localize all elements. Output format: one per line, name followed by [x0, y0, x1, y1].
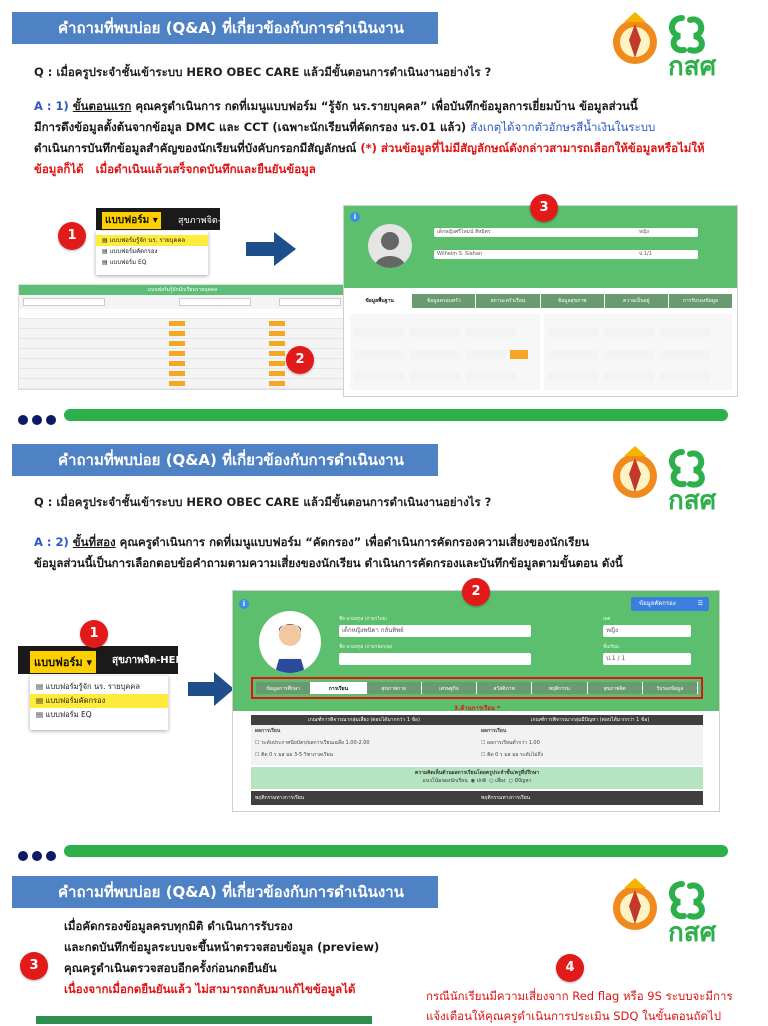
separator-bar-1: [64, 409, 728, 421]
row-action-button[interactable]: [269, 361, 285, 366]
teacher-opinion-row: [251, 767, 703, 789]
step-marker-2-1: 1: [80, 620, 108, 648]
form-dropdown-2: [30, 676, 168, 730]
problem-item[interactable]: ☐ ติด 0 ร มส มผ ระดับไม่ถึง: [481, 752, 544, 758]
row-action-button[interactable]: [269, 351, 285, 356]
form-input[interactable]: [548, 328, 598, 337]
form-dropdown-1: [96, 231, 208, 275]
form-input[interactable]: [660, 328, 710, 337]
filter-input[interactable]: [23, 298, 105, 306]
gender-field-2[interactable]: หญิง: [603, 625, 691, 637]
student-avatar-icon: [259, 611, 321, 673]
tab-learning[interactable]: การเรียน: [311, 682, 366, 694]
panel-title: 3.ด้านการเรียน *: [453, 705, 501, 712]
filter-input[interactable]: [279, 298, 341, 306]
logo-text: กสศ: [668, 52, 717, 82]
table-title-1: แบบฟอร์มรู้จักนักเรียนรายบุคคล: [19, 285, 346, 295]
a2-step: ขั้นที่สอง: [72, 535, 116, 549]
tab-family[interactable]: ข้อมูลครอบครัว: [412, 294, 476, 308]
form-input[interactable]: [660, 350, 710, 359]
avatar: [368, 224, 412, 268]
row-action-button[interactable]: [269, 381, 285, 386]
behavior-header-right: พฤติกรรมทางการเรียน: [481, 795, 531, 801]
risk-item[interactable]: ☐ ติด 0 ร มส มผ 3-5 วิชาภาคเรียน: [255, 752, 333, 758]
a2-prefix: A : 2): [34, 535, 69, 549]
form-input[interactable]: [548, 350, 598, 359]
s3-line2: และกดบันทึกข้อมูลระบบจะขึ้นหน้าตรวจสอบข้อมูล (preview): [64, 940, 380, 954]
problem-item[interactable]: ☐ ผลการเรียนต่ำกว่า 1.00: [481, 740, 540, 746]
opinion-question: ความคิดเห็นด้านผลการเรียนโดยครูประจำชั้น/ครูที่ปรึกษา: [414, 770, 540, 776]
radio-problem[interactable]: ○ มีปัญหา: [508, 778, 532, 784]
s3-line3: คุณครูดำเนินตรวจสอบอีกครั้งก่อนกดยืนยัน: [64, 961, 277, 975]
chevron-down-icon: ▾: [86, 656, 92, 669]
right-sub-header: ผลการเรียน: [481, 728, 507, 734]
answer-1-line4: [34, 159, 734, 180]
row-action-button[interactable]: [169, 351, 185, 356]
tab-living[interactable]: ความเป็นอยู่: [605, 294, 669, 308]
thai-name-field-2[interactable]: เด็กหญิงพนิดา กลั่นทิพย์: [339, 625, 531, 637]
a1-line4-tail: เมื่อดำเนินแล้วเสร็จกดบันทึกและยืนยันข้อมูล: [95, 162, 316, 176]
step-marker-3: 3: [530, 194, 558, 222]
row-action-button[interactable]: [169, 371, 185, 376]
option-label: ปกติ: [476, 778, 487, 784]
s3-red-line: เนื่องจากเมื่อกดยืนยันแล้ว ไม่สามารถกลับมาแก้ไขข้อมูลได้: [64, 982, 356, 996]
menu-item-individual-1[interactable]: ▤ แบบฟอร์มรู้จัก นร. รายบุคคล: [96, 235, 208, 246]
separator-dots-2: [18, 846, 60, 865]
problem-item-label: ติด 0 ร มส มผ ระดับไม่ถึง: [487, 752, 544, 758]
menu-item-label: แบบฟอร์ม EQ: [45, 710, 92, 719]
gender-label: เพศ: [603, 617, 611, 622]
filter-input[interactable]: [179, 298, 251, 306]
screening-form-screenshot: [232, 590, 720, 812]
form-input[interactable]: [354, 372, 404, 381]
table-row: [19, 329, 346, 339]
question-1: Q : เมื่อครูประจำชั้นเข้าระบบ HERO OBEC CARE แล้วมีขั้นตอนการดำเนินงานอย่างไร ?: [34, 65, 492, 79]
a1-line3: ดำเนินการบันทึกข้อมูลสำคัญของนักเรียนที่บังคับกรอกมีสัญลักษณ์: [34, 141, 357, 155]
radio-normal[interactable]: ◉ ปกติ: [470, 778, 487, 784]
tab-basic-info[interactable]: ข้อมูลพื้นฐาน: [348, 294, 412, 308]
form-input[interactable]: [466, 350, 506, 359]
opinion-options: [251, 777, 703, 785]
thai-name-field-1[interactable]: เด็กหญิงศรีไหมน์ สีหมิตร: [434, 228, 644, 237]
risk-item-label: ติด 0 ร มส มผ 3-5 วิชาภาคเรียน: [261, 752, 333, 758]
step-marker-2-2: 2: [462, 578, 490, 606]
form-input[interactable]: [604, 328, 654, 337]
a2-line2: ข้อมูลส่วนนี้เป็นการเลือกตอบข้อคำถามตามความเสี่ยงของนักเรียน ดำเนินการคัดกรองและบันทึกข้อมูลตามขั้นตอน ดังนี้: [34, 556, 623, 570]
criteria-header-row: [251, 715, 703, 725]
risk-criteria-header: เกณฑ์การพิจารณากลุ่มเสี่ยง (ตอบได้มากกว่า 1 ข้อ): [308, 717, 420, 723]
screening-data-button[interactable]: [631, 597, 709, 611]
table-filters: [19, 295, 346, 305]
tab-physical-health[interactable]: สุขภาพกาย: [367, 682, 422, 694]
obec-logo-2: [610, 438, 760, 516]
problem-criteria-header: เกณฑ์การพิจารณากลุ่มมีปัญหา (ตอบได้มากกว่า 1 ข้อ): [530, 717, 650, 723]
tab-mental-health[interactable]: สุขภาพจิต: [588, 682, 643, 694]
form-input[interactable]: [410, 350, 460, 359]
nav-bar-2: [18, 646, 184, 674]
answer-1-line3: [34, 138, 734, 159]
s3-line1: เมื่อคัดกรองข้อมูลครบทุกมิติ ดำเนินการรับรอง: [64, 919, 293, 933]
lookup-button[interactable]: [510, 350, 528, 359]
form-tabs-1: [348, 294, 733, 308]
step-marker-3-3: 3: [20, 952, 48, 980]
student-table-1: [18, 284, 347, 390]
left-sub-header: ผลการเรียน: [255, 728, 281, 734]
form-input[interactable]: [410, 372, 460, 381]
form-right-panel: [544, 314, 732, 390]
section2-banner: คำถามที่พบบ่อย (Q&A) ที่เกี่ยวข้องกับการดำเนินงาน: [12, 444, 438, 476]
problem-item-label: ผลการเรียนต่ำกว่า 1.00: [487, 740, 540, 746]
answer-2: [34, 532, 734, 574]
table-row: [19, 319, 346, 329]
option-label: เสี่ยง: [495, 778, 506, 784]
row-action-button[interactable]: [169, 341, 185, 346]
row-action-button[interactable]: [169, 361, 185, 366]
thai-name-label: ชื่อ-นามสกุล (ภาษาไทย): [339, 617, 387, 622]
form-input[interactable]: [660, 372, 710, 381]
a1-line2: มีการดึงข้อมูลตั้งต้นจากข้อมูล DMC และ CCT (เฉพาะนักเรียนที่คัดกรอง นร.01 แล้ว): [34, 120, 467, 134]
risk-item[interactable]: ☐ ระดับประกาศนียบัตร/ผลการเรียนเฉลี่ย 1.00-2.00: [255, 740, 370, 746]
class-field-2[interactable]: ป.1 / 1: [603, 653, 691, 665]
form-menu-label-1: แบบฟอร์ม: [105, 215, 150, 226]
menu-item-label: แบบฟอร์มรู้จัก นร. รายบุคคล: [109, 237, 186, 244]
mental-health-menu-2[interactable]: สุขภาพจิต-HER: [112, 655, 184, 666]
a1-note: สังเกตุได้จากตัวอักษรสีน้ำเงินในระบบ: [470, 120, 656, 134]
tab-welfare[interactable]: สวัสดิภาพ: [477, 682, 532, 694]
tab-behavior[interactable]: พฤติกรรม: [532, 682, 587, 694]
menu-icon: ☰: [697, 600, 703, 607]
menu-item-label: แบบฟอร์มคัดกรอง: [109, 248, 158, 255]
tab-certify[interactable]: การรับรองข้อมูล: [669, 294, 733, 308]
menu-item-label: แบบฟอร์ม EQ: [109, 259, 147, 266]
tab-certify[interactable]: รับรองข้อมูล: [643, 682, 698, 694]
form-left-panel: [350, 314, 540, 390]
a1-prefix: A : 1): [34, 99, 69, 113]
form-input[interactable]: [604, 372, 654, 381]
section3-banner: คำถามที่พบบ่อย (Q&A) ที่เกี่ยวข้องกับการดำเนินงาน: [12, 876, 438, 908]
answer-1-line1: [34, 96, 734, 117]
question-2: Q : เมื่อครูประจำชั้นเข้าระบบ HERO OBEC CARE แล้วมีขั้นตอนการดำเนินงานอย่างไร ?: [34, 495, 492, 509]
english-name-label: ชื่อ-นามสกุล (ภาษาอังกฤษ): [339, 645, 393, 650]
menu-item-label: แบบฟอร์มคัดกรอง: [45, 696, 106, 705]
step-marker-3-4: 4: [556, 954, 584, 982]
a1-line1: คุณครูดำเนินการ กดที่เมนูแบบฟอร์ม “รู้จัก นร.รายบุคคล” เพื่อบันทึกข้อมูลการเยี่ยมบ้าน ข้อมูลส่วนนี้: [135, 99, 638, 113]
row-action-button[interactable]: [169, 321, 185, 326]
table-header-row: [19, 309, 346, 319]
menu-item-screening-2[interactable]: ▤ แบบฟอร์มคัดกรอง: [30, 694, 168, 708]
nav-bar-1: [96, 208, 237, 230]
section3-right-text: [426, 986, 766, 1026]
screening-tabs: [251, 677, 703, 699]
preview-strip: [36, 1016, 372, 1024]
form-menu-button-2[interactable]: [30, 651, 96, 673]
s3-right-line1: กรณีนักเรียนมีความเสี่ยงจาก Red flag หรือ 9S ระบบจะมีการ: [426, 989, 733, 1003]
logo-text: กสศ: [668, 918, 717, 948]
criteria-body: [251, 725, 703, 765]
a1-line3-red: (*) ส่วนข้อมูลที่ไม่มีสัญลักษณ์ดังกล่าวสามารถเลือกให้ข้อมูลหรือไม่ให้: [360, 141, 705, 155]
info-icon: i: [239, 599, 249, 609]
arrow-right-icon: [246, 232, 296, 266]
tab-household[interactable]: สถานะครัวเรือน: [476, 294, 540, 308]
row-action-button[interactable]: [269, 371, 285, 376]
form-menu-button-1[interactable]: [102, 212, 161, 229]
form-menu-label-2: แบบฟอร์ม: [34, 656, 83, 669]
row-action-button[interactable]: [169, 381, 185, 386]
step-marker-2: 2: [286, 346, 314, 374]
menu-item-eq-2[interactable]: ▤ แบบฟอร์ม EQ: [36, 710, 92, 719]
menu-item-label: แบบฟอร์มรู้จัก นร. รายบุคคล: [45, 682, 140, 691]
a2-line1: คุณครูดำเนินการ กดที่เมนูแบบฟอร์ม “คัดกรอง” เพื่อดำเนินการคัดกรองความเสี่ยงของนักเรียน: [119, 535, 590, 549]
table-row: [19, 379, 346, 389]
mental-health-menu-1[interactable]: สุขภาพจิต-HEI: [178, 216, 237, 226]
student-form-screenshot-1: [343, 205, 738, 397]
answer-2-line1: [34, 532, 734, 553]
screening-data-label: ข้อมูลคัดกรอง: [639, 600, 676, 607]
separator-bar-2: [64, 845, 728, 857]
row-action-button[interactable]: [269, 341, 285, 346]
form-input[interactable]: [354, 328, 404, 337]
menu-item-screening-1[interactable]: ▤ แบบฟอร์มคัดกรอง: [102, 248, 158, 255]
row-action-button[interactable]: [169, 331, 185, 336]
radio-risk[interactable]: ○ เสี่ยง: [489, 778, 506, 784]
answer-1-line2: [34, 117, 734, 138]
menu-item-eq-1[interactable]: ▤ แบบฟอร์ม EQ: [102, 259, 147, 266]
gender-field-1[interactable]: หญิง: [636, 228, 698, 237]
chevron-down-icon: ▾: [152, 215, 158, 226]
answer-1: [34, 96, 734, 180]
form-input[interactable]: [466, 372, 516, 381]
section3-text: [64, 916, 444, 1000]
avatar: [259, 611, 321, 673]
logo-text: กสศ: [668, 486, 717, 516]
obec-logo-1: [610, 4, 760, 82]
english-name-field-2[interactable]: [339, 653, 531, 665]
risk-item-label: ระดับประกาศนียบัตร/ผลการเรียนเฉลี่ย 1.00-2.00: [261, 740, 370, 746]
obec-logo-3: [610, 870, 760, 948]
option-label: มีปัญหา: [514, 778, 532, 784]
row-action-button[interactable]: [269, 331, 285, 336]
english-name-field-1[interactable]: Wilhelm S. Siahan: [434, 250, 644, 259]
tab-education[interactable]: ข้อมูลการศึกษา: [256, 682, 311, 694]
a1-line4-red: ข้อมูลก็ได้: [34, 162, 84, 176]
tab-economy[interactable]: เศรษฐกิจ: [422, 682, 477, 694]
row-action-button[interactable]: [269, 321, 285, 326]
separator-dots-1: [18, 410, 60, 429]
form-input[interactable]: [466, 328, 516, 337]
s3-right-line2: แจ้งเตือนให้คุณครูดำเนินการประเมิน SDQ ในขั้นตอนถัดไป: [426, 1009, 722, 1023]
behavior-header-left: พฤติกรรมทางการเรียน: [255, 795, 305, 801]
user-silhouette-icon: [368, 224, 412, 268]
form-input[interactable]: [354, 350, 404, 359]
form-input[interactable]: [548, 372, 598, 381]
behavior-header-row: [251, 791, 703, 805]
step-marker-1: 1: [58, 222, 86, 250]
form-input[interactable]: [604, 350, 654, 359]
a1-step: ขั้นตอนแรก: [72, 99, 132, 113]
info-icon: i: [350, 212, 360, 222]
form-input[interactable]: [410, 328, 460, 337]
arrow-right-icon: [188, 672, 234, 706]
class-label: ชั้นเรียน: [603, 645, 619, 650]
section1-banner: คำถามที่พบบ่อย (Q&A) ที่เกี่ยวข้องกับการดำเนินงาน: [12, 12, 438, 44]
opinion-sub: แนวโน้มของนักเรียน: [422, 778, 468, 784]
tab-health[interactable]: ข้อมูลสุขภาพ: [541, 294, 605, 308]
class-field-1[interactable]: ป.1/1: [636, 250, 698, 259]
menu-item-individual-2[interactable]: ▤ แบบฟอร์มรู้จัก นร. รายบุคคล: [36, 682, 140, 691]
